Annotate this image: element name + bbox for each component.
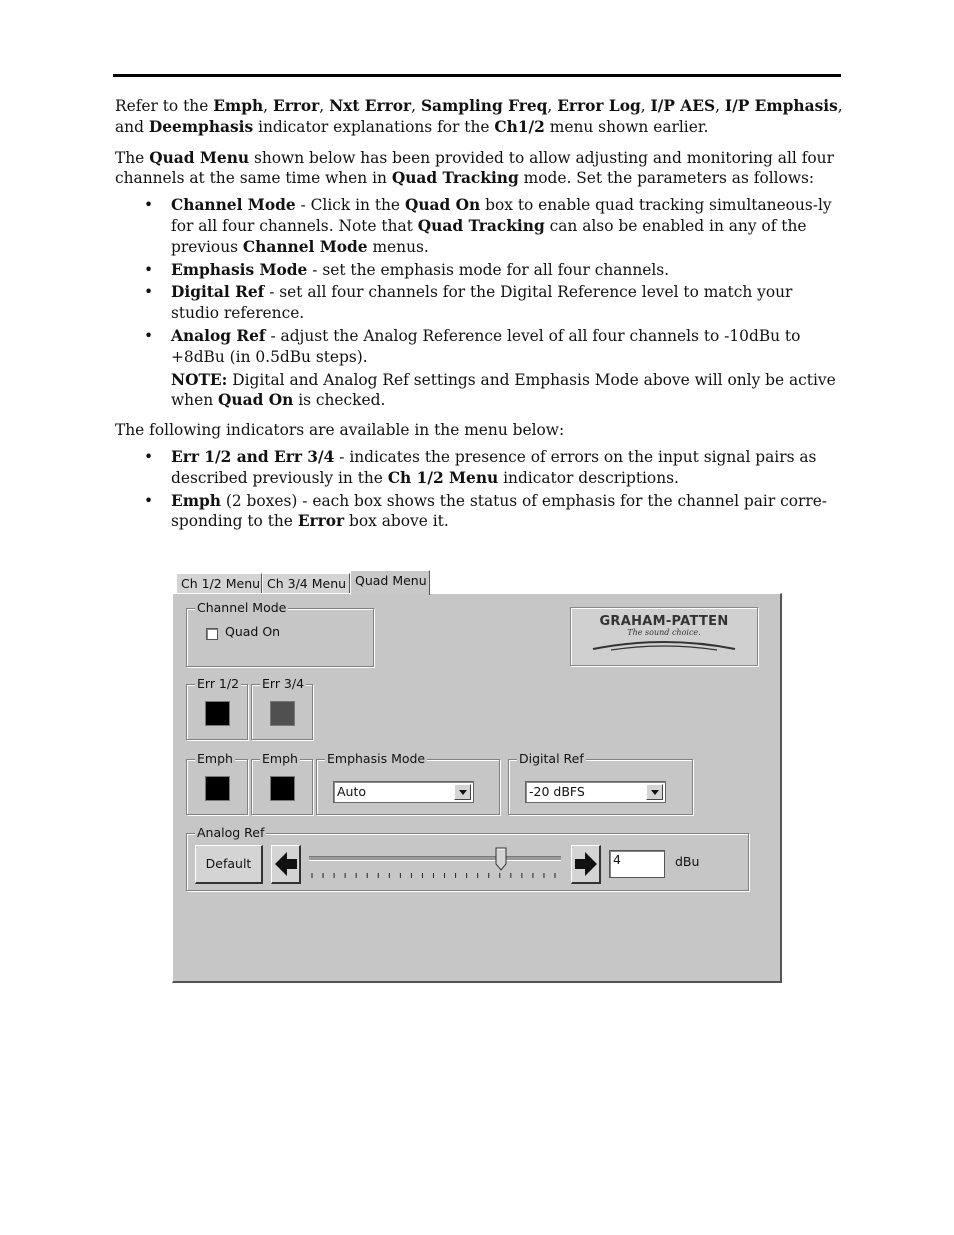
document-body	[115, 96, 843, 541]
arrow-right-icon	[573, 849, 599, 879]
header-rule	[113, 74, 841, 77]
emphasis-mode-select[interactable]	[333, 781, 474, 803]
text-run: The following indicators are available in the menu below:	[115, 421, 565, 440]
err12-group	[186, 676, 248, 740]
default-button[interactable]: Default	[195, 845, 263, 884]
list-item	[115, 260, 843, 281]
bold-term: Error	[297, 512, 345, 531]
analog-ref-input[interactable]: 4	[609, 850, 665, 878]
quad-menu-paragraph	[115, 148, 843, 190]
err12-label: Err 1/2	[197, 676, 240, 691]
emph1-group	[186, 751, 248, 815]
text-run: The	[115, 148, 150, 167]
err34-label: Err 3/4	[262, 676, 305, 691]
decrease-button[interactable]	[271, 845, 301, 884]
bold-term: Err 1/2 and Err 3/4	[171, 447, 335, 466]
emph2-label: Emph	[262, 751, 298, 766]
bold-term: Sampling Freq	[420, 97, 548, 115]
text-run: ,	[715, 97, 725, 115]
text-run: shown below has been provided to allow adjusting and monitoring all four channels at the same time when in	[115, 148, 834, 188]
bold-term: Quad Tracking	[391, 169, 519, 188]
text-run: ,	[319, 97, 330, 115]
tab-ch12-menu[interactable]: Ch 1/2 Menu	[176, 573, 262, 593]
list-item	[115, 326, 843, 411]
bold-term: Analog Ref	[171, 326, 266, 345]
text-run: box above it.	[344, 512, 449, 531]
text-run: - set the emphasis mode for all four channels.	[307, 260, 670, 279]
bold-term: Emph	[213, 97, 264, 115]
bold-term: Channel Mode	[242, 237, 368, 256]
text-run: indicator descriptions.	[498, 468, 679, 487]
graham-patten-logo	[570, 607, 758, 666]
analog-ref-slider[interactable]	[307, 834, 565, 892]
chevron-down-icon[interactable]	[454, 784, 471, 800]
slider-ticks	[307, 872, 565, 882]
text-run: - adjust the Analog Reference level of all four channels to -10dBu to +8dBu (in 0.5dBu steps).	[171, 326, 801, 366]
quad-on-checkbox[interactable]	[206, 628, 218, 640]
text-run: ,	[263, 97, 273, 115]
list-item	[115, 282, 843, 324]
channel-mode-label: Channel Mode	[197, 600, 287, 615]
arrow-left-icon	[273, 849, 299, 879]
analog-ref-unit: dBu	[675, 854, 700, 869]
note-text	[171, 370, 843, 412]
emph2-indicator	[270, 776, 295, 801]
logo-name: GRAHAM-PATTEN	[599, 614, 729, 629]
text-run: Refer to the	[115, 97, 214, 115]
bold-term: Nxt Error	[329, 97, 412, 115]
digital-ref-value: -20 dBFS	[529, 784, 585, 799]
logo-tagline: The sound choice.	[627, 628, 701, 637]
bold-term: Emphasis Mode	[171, 260, 308, 279]
text-run: - indicates the presence of errors on the input signal pairs as described previously in the	[171, 447, 817, 487]
digital-ref-group	[508, 751, 693, 815]
bold-term: Emph	[171, 491, 221, 510]
text-run: ,	[547, 97, 558, 115]
digital-ref-label: Digital Ref	[519, 751, 584, 766]
channel-mode-group	[186, 600, 374, 667]
digital-ref-select[interactable]	[525, 781, 666, 803]
emphasis-mode-group	[316, 751, 500, 815]
text-run: indicator explanations for the	[253, 117, 495, 136]
emph1-label: Emph	[197, 751, 233, 766]
list-item	[115, 195, 843, 257]
increase-button[interactable]	[571, 845, 601, 884]
chevron-down-icon[interactable]	[646, 784, 663, 800]
err34-indicator	[270, 701, 295, 726]
text-run: , and	[115, 97, 843, 136]
bold-term: Quad On	[404, 196, 481, 215]
text-run: ,	[640, 97, 651, 115]
bold-term: NOTE:	[171, 370, 228, 389]
list-item	[115, 447, 843, 489]
emph2-group	[251, 751, 313, 815]
emph1-indicator	[205, 776, 230, 801]
analog-ref-label: Analog Ref	[197, 825, 265, 840]
tab-ch34-menu[interactable]: Ch 3/4 Menu	[262, 573, 350, 593]
bold-term: Ch 1/2 Menu	[387, 468, 499, 487]
bold-term: Channel Mode	[171, 196, 296, 215]
logo-swoosh-icon	[589, 637, 739, 653]
slider-thumb[interactable]	[495, 847, 507, 871]
text-run: box to enable quad tracking simultaneous-ly for all four channels. Note that	[171, 196, 832, 235]
text-run: can also be enabled in any of the previous	[171, 216, 807, 256]
text-run: menus.	[367, 237, 429, 256]
parameter-list	[115, 195, 843, 411]
bold-term: I/P Emphasis	[724, 97, 838, 115]
text-run: Digital and Analog Ref settings and Emphasis Mode above will only be active when	[171, 370, 836, 410]
indicators-intro	[115, 420, 843, 441]
emphasis-mode-value: Auto	[337, 784, 367, 799]
err12-indicator	[205, 701, 230, 726]
text-run: - set all four channels for the Digital Reference level to match your studio reference.	[171, 283, 793, 323]
bold-term: Ch1/2	[494, 117, 545, 136]
bold-term: Deemphasis	[148, 117, 254, 136]
err34-group	[251, 676, 313, 740]
bold-term: Quad On	[218, 391, 294, 410]
tab-quad-menu[interactable]: Quad Menu	[350, 570, 430, 595]
bold-term: Error	[272, 97, 320, 115]
text-run: (2 boxes) - each box shows the status of emphasis for the channel pair corre-sponding to the	[171, 491, 828, 531]
text-run: ,	[411, 97, 421, 115]
bold-term: Digital Ref	[171, 283, 265, 302]
bold-term: Quad Tracking	[417, 216, 545, 235]
bold-term: Error Log	[557, 97, 641, 115]
analog-ref-group	[186, 825, 749, 891]
emphasis-mode-label: Emphasis Mode	[327, 751, 426, 766]
text-run: menu shown earlier.	[544, 117, 709, 136]
bold-term: I/P AES	[650, 97, 716, 115]
quad-menu-window	[172, 570, 782, 983]
text-run: mode. Set the parameters as follows:	[518, 169, 815, 188]
text-run: is checked.	[293, 391, 386, 410]
quad-on-label: Quad On	[225, 624, 281, 639]
intro-paragraph	[115, 96, 843, 138]
slider-track	[309, 856, 561, 861]
list-item	[115, 491, 843, 533]
text-run: - Click in the	[295, 196, 405, 215]
list-item-text	[171, 326, 843, 368]
indicator-list	[115, 447, 843, 532]
bold-term: Quad Menu	[149, 148, 250, 167]
